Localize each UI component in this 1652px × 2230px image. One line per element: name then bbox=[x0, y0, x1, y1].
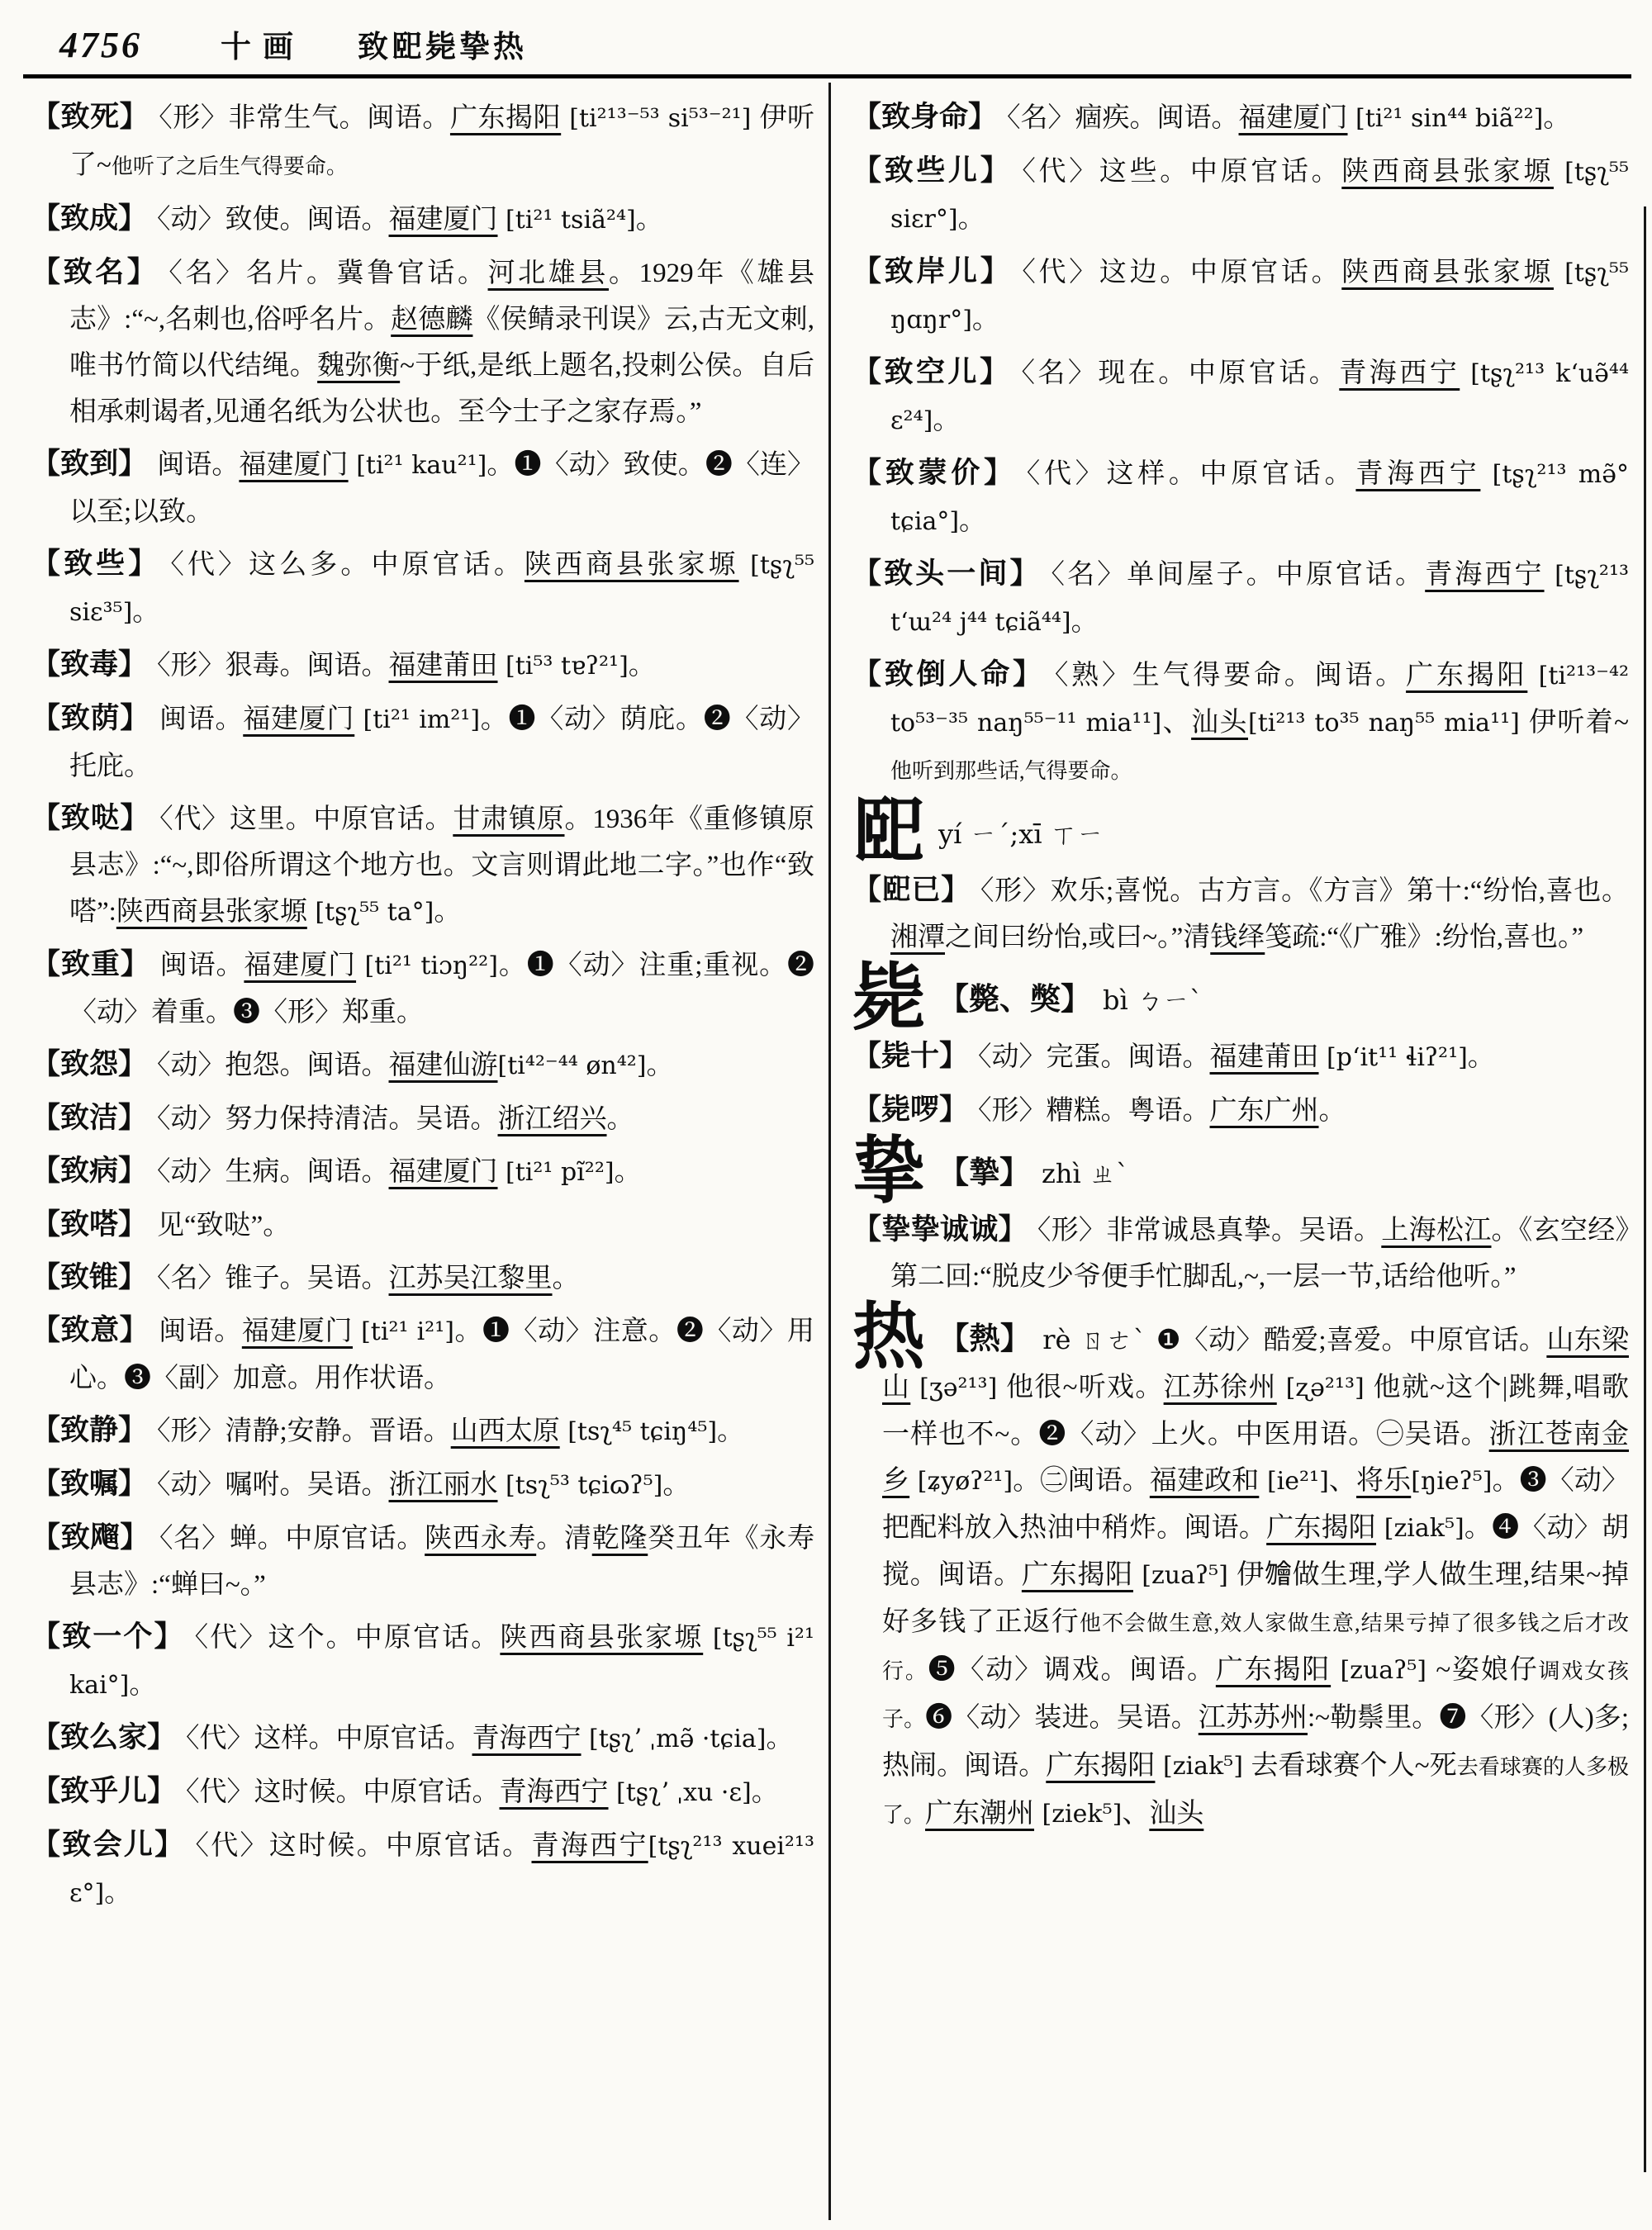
dictionary-entry bbox=[31, 1461, 814, 1509]
traditional-variants: 【摯】 bbox=[938, 1156, 1031, 1190]
phonetic-transcription: [ti²¹³ to³⁵ naŋ⁵⁵ mia¹¹] bbox=[1248, 709, 1529, 738]
definition-text: 笺疏:“《广雅》:纷怡,喜也。” bbox=[1265, 923, 1584, 952]
definition-text: 。 bbox=[104, 1878, 132, 1908]
definition-text: 《侯鲭录刊误》云,古无文刺,唯书竹简以代结绳。 bbox=[69, 305, 815, 381]
definition-text: 。 bbox=[635, 205, 663, 235]
place-name: 福建厦门 bbox=[241, 1317, 354, 1346]
definition-text: 。 bbox=[129, 1670, 157, 1700]
entry-headword: 【致到】 bbox=[31, 448, 148, 480]
phonetic-transcription: [ʐə²¹³] bbox=[1276, 1374, 1374, 1402]
place-name: 浙江丽水 bbox=[388, 1470, 498, 1500]
phonetic-transcription: [tʂʅʼ ˌmə̃ ·tɕia] bbox=[581, 1725, 767, 1753]
place-name: 江苏吴江黎里 bbox=[388, 1264, 553, 1293]
place-name: 福建政和 bbox=[1149, 1466, 1260, 1496]
phonetic-transcription: [tʂʅ⁵⁵ i²¹ kai°] bbox=[69, 1624, 814, 1700]
definition-text: 。❹〈动〉胡搅。闽语。 bbox=[882, 1513, 1630, 1590]
dictionary-entry bbox=[852, 349, 1629, 444]
pronunciation: zhì ㄓˋ bbox=[1042, 1158, 1129, 1189]
definition-text: 。 bbox=[662, 1470, 691, 1500]
place-name: 江苏苏州 bbox=[1198, 1703, 1308, 1733]
definition-text: 。❶〈动〉注重;重视。❷〈动〉着重。❸〈形〉郑重。 bbox=[69, 951, 815, 1027]
definition-text: 〈形〉欢乐;喜悦。古方言。《方言》第十:“纷怡,喜也。 bbox=[980, 876, 1629, 906]
definition-text: 。 bbox=[646, 1051, 674, 1080]
definition-text: 。 bbox=[1318, 1096, 1346, 1126]
phonetic-transcription: [ti²¹ pĩ²²] bbox=[497, 1158, 615, 1187]
dictionary-entry bbox=[31, 942, 814, 1036]
phonetic-transcription: [tʂʅ⁵⁵ siɛr°] bbox=[890, 158, 1629, 234]
definition-text: 他就~这个|跳舞,唱歌一样也不~。❷〈动〉上火。中医用语。㊀吴语。 bbox=[882, 1373, 1630, 1450]
entry-headword: 【致洁】 bbox=[31, 1102, 148, 1134]
phonetic-transcription: [ti²¹ im²¹] bbox=[354, 705, 481, 734]
definition-text: 〈代〉这么多。中原官话。 bbox=[170, 550, 525, 580]
dictionary-entry bbox=[31, 1768, 814, 1816]
place-name: 河北雄县 bbox=[487, 259, 609, 288]
definition-text: 〈代〉这里。中原官话。 bbox=[159, 804, 453, 834]
head-character-block bbox=[852, 793, 1629, 873]
dictionary-entry bbox=[31, 1255, 814, 1302]
definition-text: 。 bbox=[933, 406, 961, 435]
place-name: 陕西商县张家塬 bbox=[116, 897, 307, 927]
definition-text: 。 bbox=[717, 1416, 745, 1446]
gloss-small-text: 调戏女孩子。 bbox=[882, 1659, 1629, 1731]
definition-text: 之间曰纷怡,或曰~。”清 bbox=[945, 923, 1211, 952]
definition-text: ❶〈动〉酷爱;喜爱。中原官话。 bbox=[1156, 1326, 1547, 1355]
definition-text: ❺〈动〉调戏。闽语。 bbox=[928, 1655, 1216, 1685]
header-rule bbox=[23, 74, 1631, 78]
dictionary-entry bbox=[31, 1202, 814, 1249]
definition-text: 。 bbox=[959, 506, 987, 536]
entry-headword: 【毙十】 bbox=[852, 1040, 969, 1072]
dictionary-entry bbox=[852, 94, 1629, 142]
definition-text: 〈动〉完蛋。闽语。 bbox=[978, 1042, 1210, 1072]
place-name: 陕西商县张家塬 bbox=[1341, 157, 1554, 187]
definition-text: 〈代〉这边。中原官话。 bbox=[1022, 258, 1342, 287]
entry-headword: 【致空儿】 bbox=[852, 356, 1012, 388]
phonetic-transcription: [ziak⁵] bbox=[1376, 1514, 1464, 1543]
entry-headword: 【致身命】 bbox=[852, 101, 998, 133]
place-name: 青海西宁 bbox=[1355, 459, 1481, 489]
place-name: 山东梁山 bbox=[882, 1326, 1629, 1402]
definition-text: 闽语。 bbox=[159, 951, 244, 980]
entry-headword: 【致头一间】 bbox=[852, 558, 1042, 590]
head-character-block bbox=[852, 1132, 1629, 1212]
dictionary-entry bbox=[31, 642, 814, 690]
place-name: 陕西商县张家塬 bbox=[500, 1623, 704, 1653]
definition-text: 〈动〉抱怨。闽语。 bbox=[157, 1051, 389, 1080]
definition-text: 〈名〉现在。中原官话。 bbox=[1021, 358, 1340, 388]
phonetic-transcription: [ti²¹ sin⁴⁴ biã²²] bbox=[1347, 104, 1544, 133]
definition-text: 。 bbox=[957, 204, 985, 234]
definition-text: 。 bbox=[614, 1157, 642, 1187]
place-name: 福建厦门 bbox=[239, 450, 349, 480]
place-name: 福建厦门 bbox=[244, 951, 357, 980]
entry-headword: 【致倒人命】 bbox=[852, 658, 1045, 690]
definition-text: 他很~听戏。 bbox=[1006, 1373, 1164, 1402]
definition-text: 〈名〉名片。冀鲁官话。 bbox=[169, 259, 488, 288]
definition-text: 〈动〉致使。闽语。 bbox=[157, 205, 389, 235]
gloss-small-text: 去看球赛的人多极了。 bbox=[882, 1755, 1629, 1827]
phonetic-transcription: [ti²¹³⁻⁵³ si⁵³⁻²¹] bbox=[561, 104, 760, 133]
place-name: 赵德麟 bbox=[391, 305, 473, 334]
place-name: 青海西宁 bbox=[1339, 358, 1460, 388]
right-column bbox=[852, 94, 1629, 1847]
place-name: 魏弥衡 bbox=[317, 351, 401, 381]
dictionary-entry bbox=[31, 441, 814, 535]
place-name: 乾隆 bbox=[591, 1524, 648, 1554]
place-name: 福建仙游 bbox=[388, 1051, 498, 1080]
dictionary-entry bbox=[31, 695, 814, 790]
place-name: 福建莆田 bbox=[388, 651, 498, 681]
pronunciation: rè ㄖㄜˋ bbox=[1042, 1324, 1146, 1355]
header-head-characters: 致巸毙挚热 bbox=[358, 31, 527, 64]
dictionary-entry bbox=[31, 1822, 814, 1917]
place-name: 汕头 bbox=[1191, 708, 1248, 738]
definition-text: ~姿娘仔 bbox=[1436, 1655, 1539, 1685]
definition-text: 。 bbox=[552, 1264, 580, 1293]
definition-text: 。1929年《雄县志》:“~,名刺也,俗呼名片。 bbox=[69, 259, 815, 334]
entry-headword: 【致蒙价】 bbox=[852, 457, 1017, 489]
entry-headword: 【致意】 bbox=[31, 1314, 150, 1346]
dictionary-entry bbox=[31, 1715, 814, 1763]
page-number: 4756 bbox=[59, 25, 142, 65]
place-name: 陕西永寿 bbox=[425, 1524, 537, 1554]
phonetic-transcription: [tʂʅ²¹³ kʻuə̃⁴⁴ ɛ²⁴] bbox=[890, 359, 1629, 435]
entry-headword: 【致哒】 bbox=[31, 802, 150, 834]
dictionary-entry bbox=[852, 148, 1629, 243]
definition-text: 。 bbox=[766, 1724, 794, 1753]
phonetic-transcription: [ʑyøʔ²¹] bbox=[909, 1467, 1014, 1496]
entry-headword: 【致重】 bbox=[31, 948, 150, 980]
page-header bbox=[59, 21, 1627, 66]
phonetic-transcription: [ti²¹³⁻⁴² to⁵³⁻³⁵ naŋ⁵⁵⁻¹¹ mia¹¹] bbox=[890, 662, 1629, 738]
definition-text: ~于纸,是纸上题名,投刺公侯。自后相承刺谒者,见通名纸为公状也。至今士子之家存焉。” bbox=[69, 351, 815, 427]
definition-text: 。1936年《重修镇原县志》:“~,即俗所谓这个地方也。文言则谓此地二字。”也作“致嗒”: bbox=[69, 804, 814, 927]
definition-text: 〈名〉锥子。吴语。 bbox=[157, 1264, 389, 1293]
phonetic-transcription: [ti²¹ tsiã²⁴] bbox=[497, 206, 636, 235]
definition-text: 〈代〉这些。中原官话。 bbox=[1022, 157, 1342, 187]
place-name: 广东揭阳 bbox=[449, 103, 562, 133]
definition-text: 。《玄空经》第二回:“脱皮少爷便手忙脚乱,~,一层一节,话给他听。” bbox=[890, 1216, 1630, 1292]
pronunciation: bì ㄅㄧˋ bbox=[1103, 985, 1203, 1016]
place-name: 浙江绍兴 bbox=[497, 1104, 607, 1134]
entry-headword: 【致病】 bbox=[31, 1155, 148, 1187]
entry-headword: 【挚挚诚诚】 bbox=[852, 1213, 1028, 1245]
place-name: 浙江苍南金乡 bbox=[882, 1420, 1630, 1496]
definition-text: 〈形〉非常生气。闽语。 bbox=[159, 103, 450, 133]
definition-text: 。清 bbox=[536, 1524, 592, 1554]
definition-text: 〈代〉这时候。中原官话。 bbox=[186, 1777, 500, 1807]
place-name: 广东潮州 bbox=[925, 1799, 1035, 1829]
definition-text: 〈形〉非常诚恳真挚。吴语。 bbox=[1037, 1216, 1382, 1245]
dictionary-entry bbox=[31, 1095, 814, 1142]
head-character: 挚 bbox=[852, 1132, 926, 1212]
definition-text: 闽语。 bbox=[157, 450, 240, 480]
definition-text: 〈代〉这个。中原官话。 bbox=[194, 1623, 501, 1653]
traditional-variants: 【熱】 bbox=[938, 1322, 1032, 1356]
definition-text: 〈名〉蝉。中原官话。 bbox=[159, 1524, 425, 1554]
phonetic-transcription: [zuaʔ⁵] bbox=[1132, 1561, 1237, 1590]
phonetic-transcription: [ti⁵³ tɐʔ²¹] bbox=[497, 652, 629, 681]
definition-text: 闽语。 bbox=[159, 705, 244, 734]
dictionary-entry bbox=[852, 867, 1629, 961]
dictionary-entry bbox=[852, 1033, 1629, 1081]
dictionary-entry bbox=[852, 1207, 1629, 1300]
place-name: 福建厦门 bbox=[388, 205, 498, 235]
phonetic-transcription: [tʂʅ²¹³ tʻɯ²⁴ j⁴⁴ tɕiã⁴⁴] bbox=[890, 561, 1630, 637]
definition-text: 〈代〉这样。中原官话。 bbox=[186, 1724, 472, 1753]
definition-text: 。 bbox=[132, 597, 160, 627]
dictionary-entry bbox=[31, 249, 814, 435]
phonetic-transcription: [tsʅ⁴⁵ tɕiŋ⁴⁵] bbox=[559, 1417, 718, 1446]
page-edge-line bbox=[1644, 206, 1646, 2172]
phonetic-transcription: [zuaʔ⁵] bbox=[1331, 1656, 1436, 1685]
phonetic-transcription: [ti²¹ kau²¹] bbox=[348, 451, 487, 480]
head-character-block bbox=[852, 959, 1629, 1039]
definition-text: 〈动〉嘱咐。吴语。 bbox=[157, 1470, 389, 1500]
entry-headword: 【致会儿】 bbox=[31, 1829, 186, 1861]
place-name: 将乐 bbox=[1356, 1466, 1412, 1496]
head-character: 巸 bbox=[852, 793, 926, 873]
definition-text: 〈代〉这时候。中原官话。 bbox=[195, 1831, 532, 1861]
phonetic-transcription: [ti²¹ i²¹] bbox=[353, 1317, 454, 1346]
dictionary-entry bbox=[31, 795, 814, 936]
dictionary-entry bbox=[31, 94, 814, 190]
phonetic-transcription: [pʻit¹¹ ɬiʔ²¹] bbox=[1318, 1043, 1468, 1072]
definition-text: 去看球赛个人~死 bbox=[1251, 1751, 1457, 1781]
definition-text: 〈动〉努力保持清洁。吴语。 bbox=[157, 1104, 498, 1134]
place-name: 青海西宁 bbox=[1425, 560, 1545, 590]
definition-text: 〈动〉生病。闽语。 bbox=[157, 1157, 389, 1187]
definition-text: 。❸〈动〉把配料放入热油中稍炸。闽语。 bbox=[882, 1466, 1630, 1543]
definition-text: 伊𣍐做生理,学人做生理,结果~掉好多钱了正返行 bbox=[882, 1560, 1630, 1637]
definition-text: 。 bbox=[751, 1777, 779, 1807]
phonetic-transcription: [ziak⁵] bbox=[1155, 1752, 1251, 1781]
place-name: 青海西宁 bbox=[472, 1724, 582, 1753]
dictionary-entry bbox=[31, 1614, 814, 1709]
entry-headword: 【致名】 bbox=[31, 256, 159, 288]
dictionary-entry bbox=[31, 1407, 814, 1455]
phonetic-transcription: [tʂʅ⁵⁵ siɛ³⁵] bbox=[69, 551, 814, 627]
definition-text: 〈形〉狠毒。闽语。 bbox=[157, 651, 389, 681]
dictionary-entry bbox=[852, 450, 1629, 545]
head-character: 毙 bbox=[852, 959, 926, 1039]
phonetic-transcription: [ʒə²¹³] bbox=[910, 1374, 1007, 1402]
place-name: 陕西商县张家塬 bbox=[524, 550, 739, 580]
traditional-variants: 【斃、獘】 bbox=[938, 983, 1092, 1017]
definition-text: 、 bbox=[1161, 708, 1192, 738]
entry-headword: 【致岸儿】 bbox=[852, 255, 1013, 287]
place-name: 广东广州 bbox=[1209, 1096, 1319, 1126]
definition-text: 。 bbox=[1467, 1042, 1495, 1072]
definition-text: 闽语。 bbox=[159, 1317, 242, 1346]
dictionary-entry bbox=[31, 1041, 814, 1089]
place-name: 钱绎 bbox=[1210, 923, 1265, 952]
dictionary-entry bbox=[31, 1515, 814, 1608]
definition-text: 。❶〈动〉荫庇。❷〈动〉托庇。 bbox=[69, 705, 815, 781]
phonetic-transcription: [ti⁴²⁻⁴⁴ øn⁴²] bbox=[497, 1051, 647, 1080]
entry-headword: 【巸已】 bbox=[852, 874, 971, 906]
definition-text: 。❶〈动〉致使。❷〈连〉以至;以致。 bbox=[69, 450, 814, 527]
place-name: 山西太原 bbox=[450, 1416, 560, 1446]
place-name: 甘肃镇原 bbox=[453, 804, 565, 834]
place-name: 汕头 bbox=[1149, 1799, 1204, 1829]
phonetic-transcription: [tʂʅ⁵⁵ ta°] bbox=[306, 898, 434, 927]
column-divider bbox=[828, 83, 831, 2220]
place-name: 青海西宁 bbox=[531, 1831, 648, 1861]
dictionary-entry bbox=[31, 1307, 814, 1402]
place-name: 广东揭阳 bbox=[1215, 1655, 1332, 1685]
dictionary-entry bbox=[31, 1148, 814, 1196]
phonetic-transcription: [ti²¹ tiɔŋ²²] bbox=[356, 951, 498, 980]
definition-text: 。❶〈动〉注意。❷〈动〉用心。❸〈副〉加意。用作状语。 bbox=[69, 1317, 815, 1393]
entry-headword: 【致一个】 bbox=[31, 1620, 185, 1653]
phonetic-transcription: [ziek⁵] bbox=[1034, 1800, 1123, 1829]
definition-text: 〈熟〉生气得要命。闽语。 bbox=[1054, 661, 1407, 690]
phonetic-transcription: [tʂʅ⁵⁵ ŋɑŋr°] bbox=[890, 259, 1629, 334]
pronunciation: yí ㄧˊ;xī ㄒㄧ bbox=[938, 818, 1104, 850]
left-column bbox=[31, 94, 814, 1923]
entry-headword: 【致么家】 bbox=[31, 1721, 177, 1753]
entry-headword: 【致些】 bbox=[31, 548, 161, 580]
entry-headword: 【毙啰】 bbox=[852, 1094, 969, 1126]
phonetic-transcription: [ŋieʔ⁵] bbox=[1411, 1467, 1493, 1496]
phonetic-transcription: [tʂʅʼ ˌxu ·ɛ] bbox=[608, 1778, 752, 1807]
entry-headword: 【致些儿】 bbox=[852, 154, 1013, 187]
place-name: 江苏徐州 bbox=[1163, 1373, 1277, 1402]
head-character: 热 bbox=[852, 1298, 926, 1378]
place-name: 湘潭 bbox=[890, 923, 945, 952]
definition-text: 。 bbox=[971, 305, 999, 334]
entry-headword: 【致成】 bbox=[31, 202, 148, 235]
entry-headword: 【致嗒】 bbox=[31, 1208, 148, 1241]
entry-headword: 【致静】 bbox=[31, 1414, 148, 1446]
dictionary-entry bbox=[852, 1087, 1629, 1134]
definition-text: 。 bbox=[1543, 103, 1571, 133]
definition-text: :~勒鬃里。❼〈形〉(人)多;热闹。闽语。 bbox=[882, 1703, 1629, 1781]
phonetic-transcription: [tʂʅ²¹³ xuei²¹³ ɛ°] bbox=[69, 1832, 814, 1908]
place-name: 福建厦门 bbox=[1238, 103, 1348, 133]
stroke-section-label: 十画 bbox=[221, 31, 305, 64]
place-name: 福建厦门 bbox=[388, 1157, 498, 1187]
dictionary-entry bbox=[852, 652, 1629, 795]
definition-text: 伊听着~ bbox=[1528, 708, 1630, 738]
definition-text: 〈形〉清静;安静。晋语。 bbox=[157, 1416, 451, 1446]
place-name: 陕西商县张家塬 bbox=[1341, 258, 1554, 287]
gloss-small-text: 他听到那些话,气得要命。 bbox=[890, 759, 1132, 783]
phonetic-transcription: [tʂʅ²¹³ mə̃° tɕia°] bbox=[890, 460, 1629, 536]
place-name: 广东揭阳 bbox=[1046, 1751, 1156, 1781]
place-name: 广东揭阳 bbox=[1266, 1513, 1377, 1543]
entry-headword: 【致嘱】 bbox=[31, 1468, 148, 1500]
entry-headword: 【致荫】 bbox=[31, 702, 150, 734]
place-name: 广东揭阳 bbox=[1021, 1560, 1133, 1590]
definition-text: 。㊁闽语。 bbox=[1013, 1466, 1150, 1496]
dictionary-entry bbox=[852, 249, 1629, 344]
place-name: 福建莆田 bbox=[1209, 1042, 1319, 1072]
dictionary-entry bbox=[852, 551, 1629, 646]
definition-text: ❻〈动〉装进。吴语。 bbox=[925, 1703, 1199, 1733]
definition-text: 。 bbox=[628, 651, 656, 681]
definition-text: 癸丑年《永寿县志》:“蝉曰~。” bbox=[69, 1524, 815, 1600]
definition-text: 。 bbox=[606, 1104, 634, 1134]
definition-text: 〈代〉这样。中原官话。 bbox=[1026, 459, 1356, 489]
gloss-small-text: 他不会做生意,效人家做生意,结果亏掉了很多钱之后才改行。 bbox=[882, 1611, 1629, 1683]
head-character-block bbox=[852, 1298, 1630, 1839]
place-name: 福建厦门 bbox=[243, 705, 355, 734]
phonetic-transcription: [ie²¹] bbox=[1259, 1467, 1329, 1496]
definition-text: 。 bbox=[1070, 607, 1099, 637]
entry-headword: 【致毒】 bbox=[31, 648, 148, 681]
dictionary-entry bbox=[31, 196, 814, 244]
definition-text: 〈名〉痼疾。闽语。 bbox=[1007, 103, 1239, 133]
definition-text: 〈名〉单间屋子。中原官话。 bbox=[1051, 560, 1426, 590]
definition-text: 伊听了~ bbox=[69, 103, 814, 180]
definition-text: 见“致哒”。 bbox=[157, 1211, 291, 1241]
entry-headword: 【致飗】 bbox=[31, 1521, 150, 1554]
definition-text: 。 bbox=[434, 897, 462, 927]
definition-text: 、 bbox=[1328, 1466, 1357, 1496]
definition-text: 、 bbox=[1122, 1799, 1150, 1829]
gloss-small-text: 他听了之后生气得要命。 bbox=[111, 154, 348, 178]
dictionary-entry bbox=[31, 541, 814, 636]
place-name: 上海松江 bbox=[1381, 1216, 1492, 1245]
place-name: 青海西宁 bbox=[499, 1777, 609, 1807]
phonetic-transcription: [tsʅ⁵³ tɕiɷʔ⁵] bbox=[497, 1471, 663, 1500]
entry-headword: 【致锥】 bbox=[31, 1261, 148, 1293]
definition-text: 〈形〉糟糕。粤语。 bbox=[978, 1096, 1210, 1126]
entry-headword: 【致乎儿】 bbox=[31, 1775, 177, 1807]
place-name: 广东揭阳 bbox=[1406, 661, 1528, 690]
entry-headword: 【致死】 bbox=[31, 101, 150, 133]
entry-headword: 【致怨】 bbox=[31, 1048, 148, 1080]
